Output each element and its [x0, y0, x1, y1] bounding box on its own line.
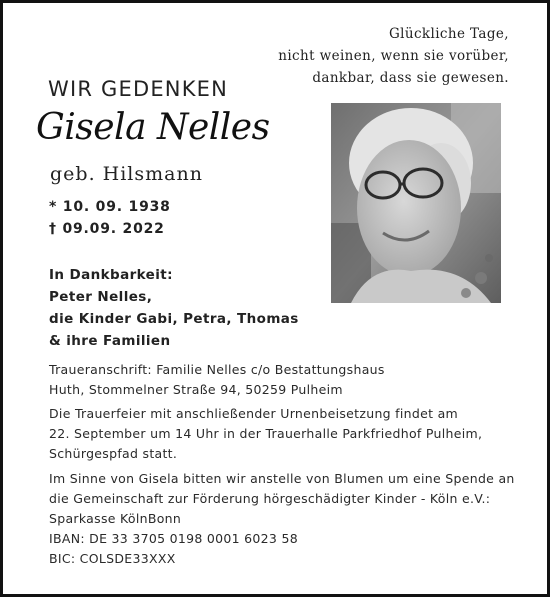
heading: WIR GEDENKEN — [48, 77, 229, 101]
deceased-name: Gisela Nelles — [36, 107, 270, 148]
poem-quote — [278, 23, 509, 89]
funeral-details — [49, 404, 482, 464]
address-line: Traueranschrift: Familie Nelles c/o Bestattungshaus — [49, 362, 385, 377]
poem-line: Glückliche Tage, — [388, 26, 509, 42]
gratitude-line: & ihre Familien — [49, 333, 171, 349]
funeral-line: Schürgespfad statt. — [49, 446, 178, 461]
poem-line: nicht weinen, wenn sie vorüber, — [278, 48, 509, 64]
gratitude-line: Peter Nelles, — [49, 289, 153, 305]
birth-date: * 10. 09. 1938 — [49, 199, 171, 215]
gratitude-line: In Dankbarkeit: — [49, 267, 173, 283]
donation-line: IBAN: DE 33 3705 0198 0001 6023 58 — [49, 531, 298, 546]
poem-line: dankbar, dass sie gewesen. — [312, 70, 509, 86]
mourning-address — [49, 360, 385, 400]
address-line: Huth, Stommelner Straße 94, 50259 Pulheim — [49, 382, 343, 397]
donation-line: die Gemeinschaft zur Förderung hörgeschädigter Kinder - Köln e.V.: — [49, 491, 491, 506]
donation-line: BIC: COLSDE33XXX — [49, 551, 176, 566]
donation-line: Sparkasse KölnBonn — [49, 511, 182, 526]
death-date: † 09.09. 2022 — [49, 221, 165, 237]
gratitude-block — [49, 264, 299, 352]
portrait-photo — [331, 103, 501, 303]
donation-details — [49, 469, 515, 569]
funeral-line: 22. September um 14 Uhr in der Trauerhalle Parkfriedhof Pulheim, — [49, 426, 483, 441]
gratitude-line: die Kinder Gabi, Petra, Thomas — [49, 311, 299, 327]
birth-name: geb. Hilsmann — [50, 163, 203, 185]
donation-line: Im Sinne von Gisela bitten wir anstelle von Blumen um eine Spende an — [49, 471, 515, 486]
funeral-line: Die Trauerfeier mit anschließender Urnenbeisetzung findet am — [49, 406, 459, 421]
life-dates — [49, 196, 171, 240]
